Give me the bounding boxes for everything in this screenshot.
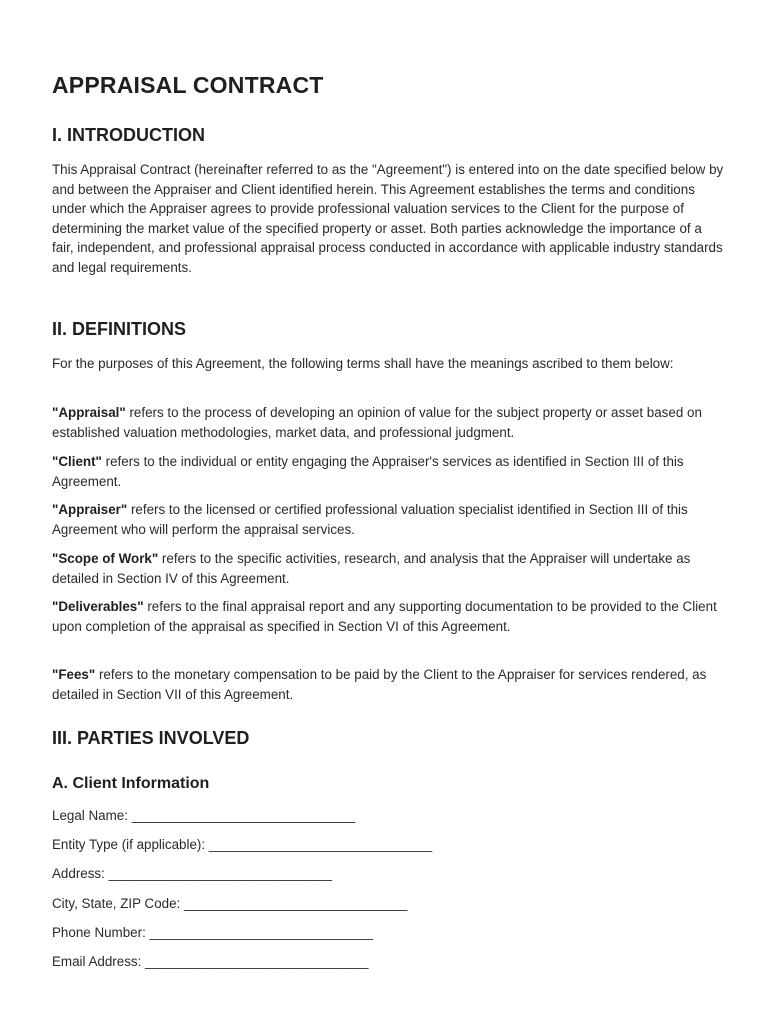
field-email-address: Email Address: ______________________________ [52, 954, 369, 969]
definition-appraisal [52, 403, 724, 442]
definition-text: refers to the process of developing an opinion of value for the subject property or asset based on established valuation methodologies, market data, and professional judgment. [52, 405, 702, 440]
definition-scope-of-work [52, 549, 724, 588]
field-city-state-zip: City, State, ZIP Code: ______________________________ [52, 896, 408, 911]
field-phone-number: Phone Number: ______________________________ [52, 925, 373, 940]
definition-appraiser [52, 500, 724, 539]
section-heading-introduction: I. INTRODUCTION [52, 125, 205, 145]
definition-text: refers to the specific activities, research, and analysis that the Appraiser will undertake as detailed in Section IV of this Agreement. [52, 551, 691, 586]
definition-term: "Client" [52, 454, 102, 469]
definition-term: "Scope of Work" [52, 551, 159, 566]
definition-term: "Appraisal" [52, 405, 126, 420]
section-heading-definitions: II. DEFINITIONS [52, 319, 187, 339]
field-legal-name: Legal Name: ______________________________ [52, 808, 356, 823]
definition-term: "Deliverables" [52, 599, 144, 614]
definition-text: refers to the individual or entity engaging the Appraiser's services as identified in Section III of this Agreement. [52, 454, 684, 489]
section-heading-parties: III. PARTIES INVOLVED [52, 728, 250, 748]
introduction-paragraph: This Appraisal Contract (hereinafter referred to as the "Agreement") is entered into on the date specified below by and between the Appraiser and Client identified herein. This Agreement establishes the terms and conditions under which the Appraiser agrees to provide professional valuation services to the Client for the purpose of determining the market value of the specified property or asset. Both parties acknowledge the importance of a fair, independent, and professional appraisal process conducted in accordance with applicable industry standards and legal requirements. [52, 162, 724, 275]
document-title: APPRAISAL CONTRACT [52, 72, 324, 98]
definition-fees [52, 665, 724, 704]
definition-term: "Fees" [52, 667, 96, 682]
definition-term: "Appraiser" [52, 502, 128, 517]
definition-text: refers to the monetary compensation to be paid by the Client to the Appraiser for services rendered, as detailed in Section VII of this Agreement. [52, 667, 707, 702]
field-entity-type: Entity Type (if applicable): ______________________________ [52, 837, 433, 852]
definition-client [52, 452, 724, 491]
definition-text: refers to the final appraisal report and any supporting documentation to be provided to the Client upon completion of the appraisal as specified in Section VI of this Agreement. [52, 599, 717, 634]
subsection-heading-client-information: A. Client Information [52, 775, 210, 792]
field-address: Address: ______________________________ [52, 866, 332, 881]
definitions-intro: For the purposes of this Agreement, the following terms shall have the meanings ascribed to them below: [52, 356, 674, 371]
definition-text: refers to the licensed or certified professional valuation specialist identified in Section III of this Agreement who will perform the appraisal services. [52, 502, 688, 537]
definition-deliverables [52, 597, 724, 636]
